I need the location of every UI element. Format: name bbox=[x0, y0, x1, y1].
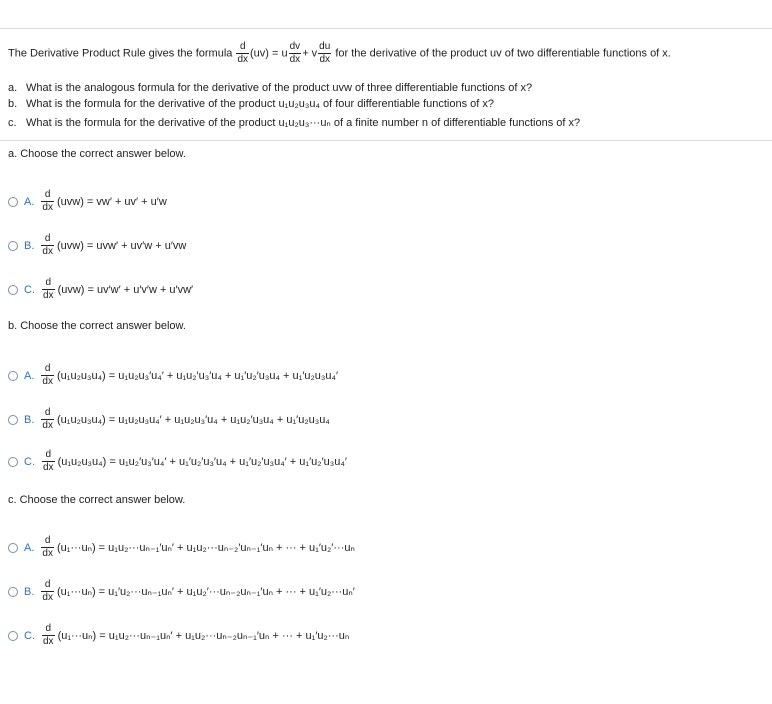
derivative-operator: $\frac{d}{dx}$ bbox=[43, 277, 54, 301]
part-c-option-b[interactable]: B. $\frac{d}{dx}$ (u₁···uₙ) = u₁′u₂···uₙ₋₁uₙ′ + u₁u₂′···uₙ₋₂uₙ₋₁′uₙ + ··· + u₁′u₂···uₙ′ bbox=[8, 580, 355, 603]
option-formula: (u₁···uₙ) = u₁u₂···uₙ₋₁′uₙ′ + u₁u₂···uₙ₋₂′uₙ₋₁′uₙ + ··· + u₁′u₂′···uₙ bbox=[56, 542, 355, 554]
intro-uv-part: (uv) = u bbox=[250, 47, 288, 60]
derivative-operator: $\frac{d}{dx}$ bbox=[42, 233, 53, 257]
derivative-operator: $\frac{d}{dx}$ bbox=[43, 623, 54, 647]
question-a: a. What is the analogous formula for the derivative of the product uvw of three differentiable functions of x? bbox=[8, 82, 533, 94]
intro-text-after: for the derivative of the product uv of two differentiable functions of x. bbox=[335, 47, 671, 60]
radio-button[interactable] bbox=[8, 543, 18, 553]
part-b-option-a[interactable]: A. $\frac{d}{dx}$ (u₁u₂u₃u₄) = u₁u₂u₃′u₄′ + u₁u₂′u₃′u₄ + u₁′u₂′u₃u₄ + u₁′u₂u₃u₄′ bbox=[8, 364, 338, 387]
derivative-operator: $\frac{d}{dx}$ bbox=[42, 189, 53, 213]
divider-questions bbox=[0, 140, 772, 141]
part-a-option-b[interactable]: B. $\frac{d}{dx}$ (uvw) = uvw′ + uv′w + u′vw bbox=[8, 234, 186, 257]
option-formula: (u₁···uₙ) = u₁u₂···uₙ₋₁uₙ′ + u₁u₂···uₙ₋₂uₙ₋₁′uₙ + ··· + u₁′u₂···uₙ bbox=[57, 630, 350, 642]
radio-button[interactable] bbox=[8, 587, 18, 597]
option-formula: (u₁u₂u₃u₄) = u₁u₂u₃′u₄′ + u₁u₂′u₃′u₄ + u₁′u₂′u₃u₄ + u₁′u₂u₃u₄′ bbox=[56, 369, 339, 382]
part-c-option-c[interactable]: C. $\frac{d}{dx}$ (u₁···uₙ) = u₁u₂···uₙ₋₁uₙ′ + u₁u₂···uₙ₋₂uₙ₋₁′uₙ + ··· + u₁′u₂···uₙ bbox=[8, 624, 349, 647]
question-c: c. What is the formula for the derivative of the product u₁u₂u₃···uₙ of a finite number n of differentiable functions of x? bbox=[8, 117, 581, 129]
radio-button[interactable] bbox=[8, 457, 18, 467]
radio-button[interactable] bbox=[8, 371, 18, 381]
intro-plus-v: + v bbox=[302, 47, 318, 60]
derivative-operator: $\frac{d}{dx}$ bbox=[42, 363, 53, 387]
option-formula: (u₁u₂u₃u₄) = u₁u₂′u₃′u₄′ + u₁′u₂′u₃′u₄ + u₁′u₂′u₃u₄′ + u₁′u₂′u₃u₄′ bbox=[57, 455, 347, 468]
radio-button[interactable] bbox=[8, 631, 18, 641]
derivative-operator: $\frac{d}{dx}$ bbox=[237, 41, 249, 65]
part-a-title: a. Choose the correct answer below. bbox=[8, 148, 186, 160]
option-formula: (uvw) = uvw′ + uv′w + u′vw bbox=[56, 239, 187, 252]
radio-button[interactable] bbox=[8, 197, 18, 207]
part-a-option-c[interactable]: C. $\frac{d}{dx}$ (uvw) = uv′w′ + u′v′w + u′vw′ bbox=[8, 278, 193, 301]
intro-statement bbox=[8, 42, 671, 65]
part-a-option-a[interactable]: A. $\frac{d}{dx}$ (uvw) = vw′ + uv′ + u′w bbox=[8, 190, 167, 213]
question-b: b. What is the formula for the derivative of the product u₁u₂u₃u₄ of four differentiable functions of x? bbox=[8, 98, 495, 110]
part-c-option-a[interactable]: A. $\frac{d}{dx}$ (u₁···uₙ) = u₁u₂···uₙ₋₁′uₙ′ + u₁u₂···uₙ₋₂′uₙ₋₁′uₙ + ··· + u₁′u₂′···uₙ bbox=[8, 536, 355, 559]
derivative-operator: $\frac{d}{dx}$ bbox=[43, 449, 54, 473]
option-formula: (uvw) = vw′ + uv′ + u′w bbox=[56, 195, 167, 208]
radio-button[interactable] bbox=[8, 415, 18, 425]
option-formula: (u₁u₂u₃u₄) = u₁u₂u₃u₄′ + u₁u₂u₃′u₄ + u₁u₂′u₃u₄ + u₁′u₂u₃u₄ bbox=[56, 413, 330, 426]
derivative-operator: $\frac{d}{dx}$ bbox=[42, 579, 53, 603]
part-c-title: c. Choose the correct answer below. bbox=[8, 494, 186, 506]
radio-button[interactable] bbox=[8, 285, 18, 295]
part-b-option-b[interactable]: B. $\frac{d}{dx}$ (u₁u₂u₃u₄) = u₁u₂u₃u₄′ + u₁u₂u₃′u₄ + u₁u₂′u₃u₄ + u₁′u₂u₃u₄ bbox=[8, 408, 330, 431]
part-b-title: b. Choose the correct answer below. bbox=[8, 320, 186, 332]
du-dx-fraction: $\frac{du}{dx}$ bbox=[319, 41, 331, 65]
derivative-operator: $\frac{d}{dx}$ bbox=[42, 535, 53, 559]
top-divider bbox=[0, 28, 772, 29]
option-formula: (uvw) = uv′w′ + u′v′w + u′vw′ bbox=[57, 283, 194, 296]
option-formula: (u₁···uₙ) = u₁′u₂···uₙ₋₁uₙ′ + u₁u₂′···uₙ₋₂uₙ₋₁′uₙ + ··· + u₁′u₂···uₙ′ bbox=[56, 586, 355, 598]
radio-button[interactable] bbox=[8, 241, 18, 251]
intro-text-before: The Derivative Product Rule gives the formula bbox=[8, 47, 233, 60]
dv-dx-fraction: $\frac{dv}{dx}$ bbox=[289, 41, 301, 65]
part-b-option-c[interactable]: C. $\frac{d}{dx}$ (u₁u₂u₃u₄) = u₁u₂′u₃′u₄′ + u₁′u₂′u₃′u₄ + u₁′u₂′u₃u₄′ + u₁′u₂′u₃u₄′ bbox=[8, 450, 347, 473]
derivative-operator: $\frac{d}{dx}$ bbox=[42, 407, 53, 431]
